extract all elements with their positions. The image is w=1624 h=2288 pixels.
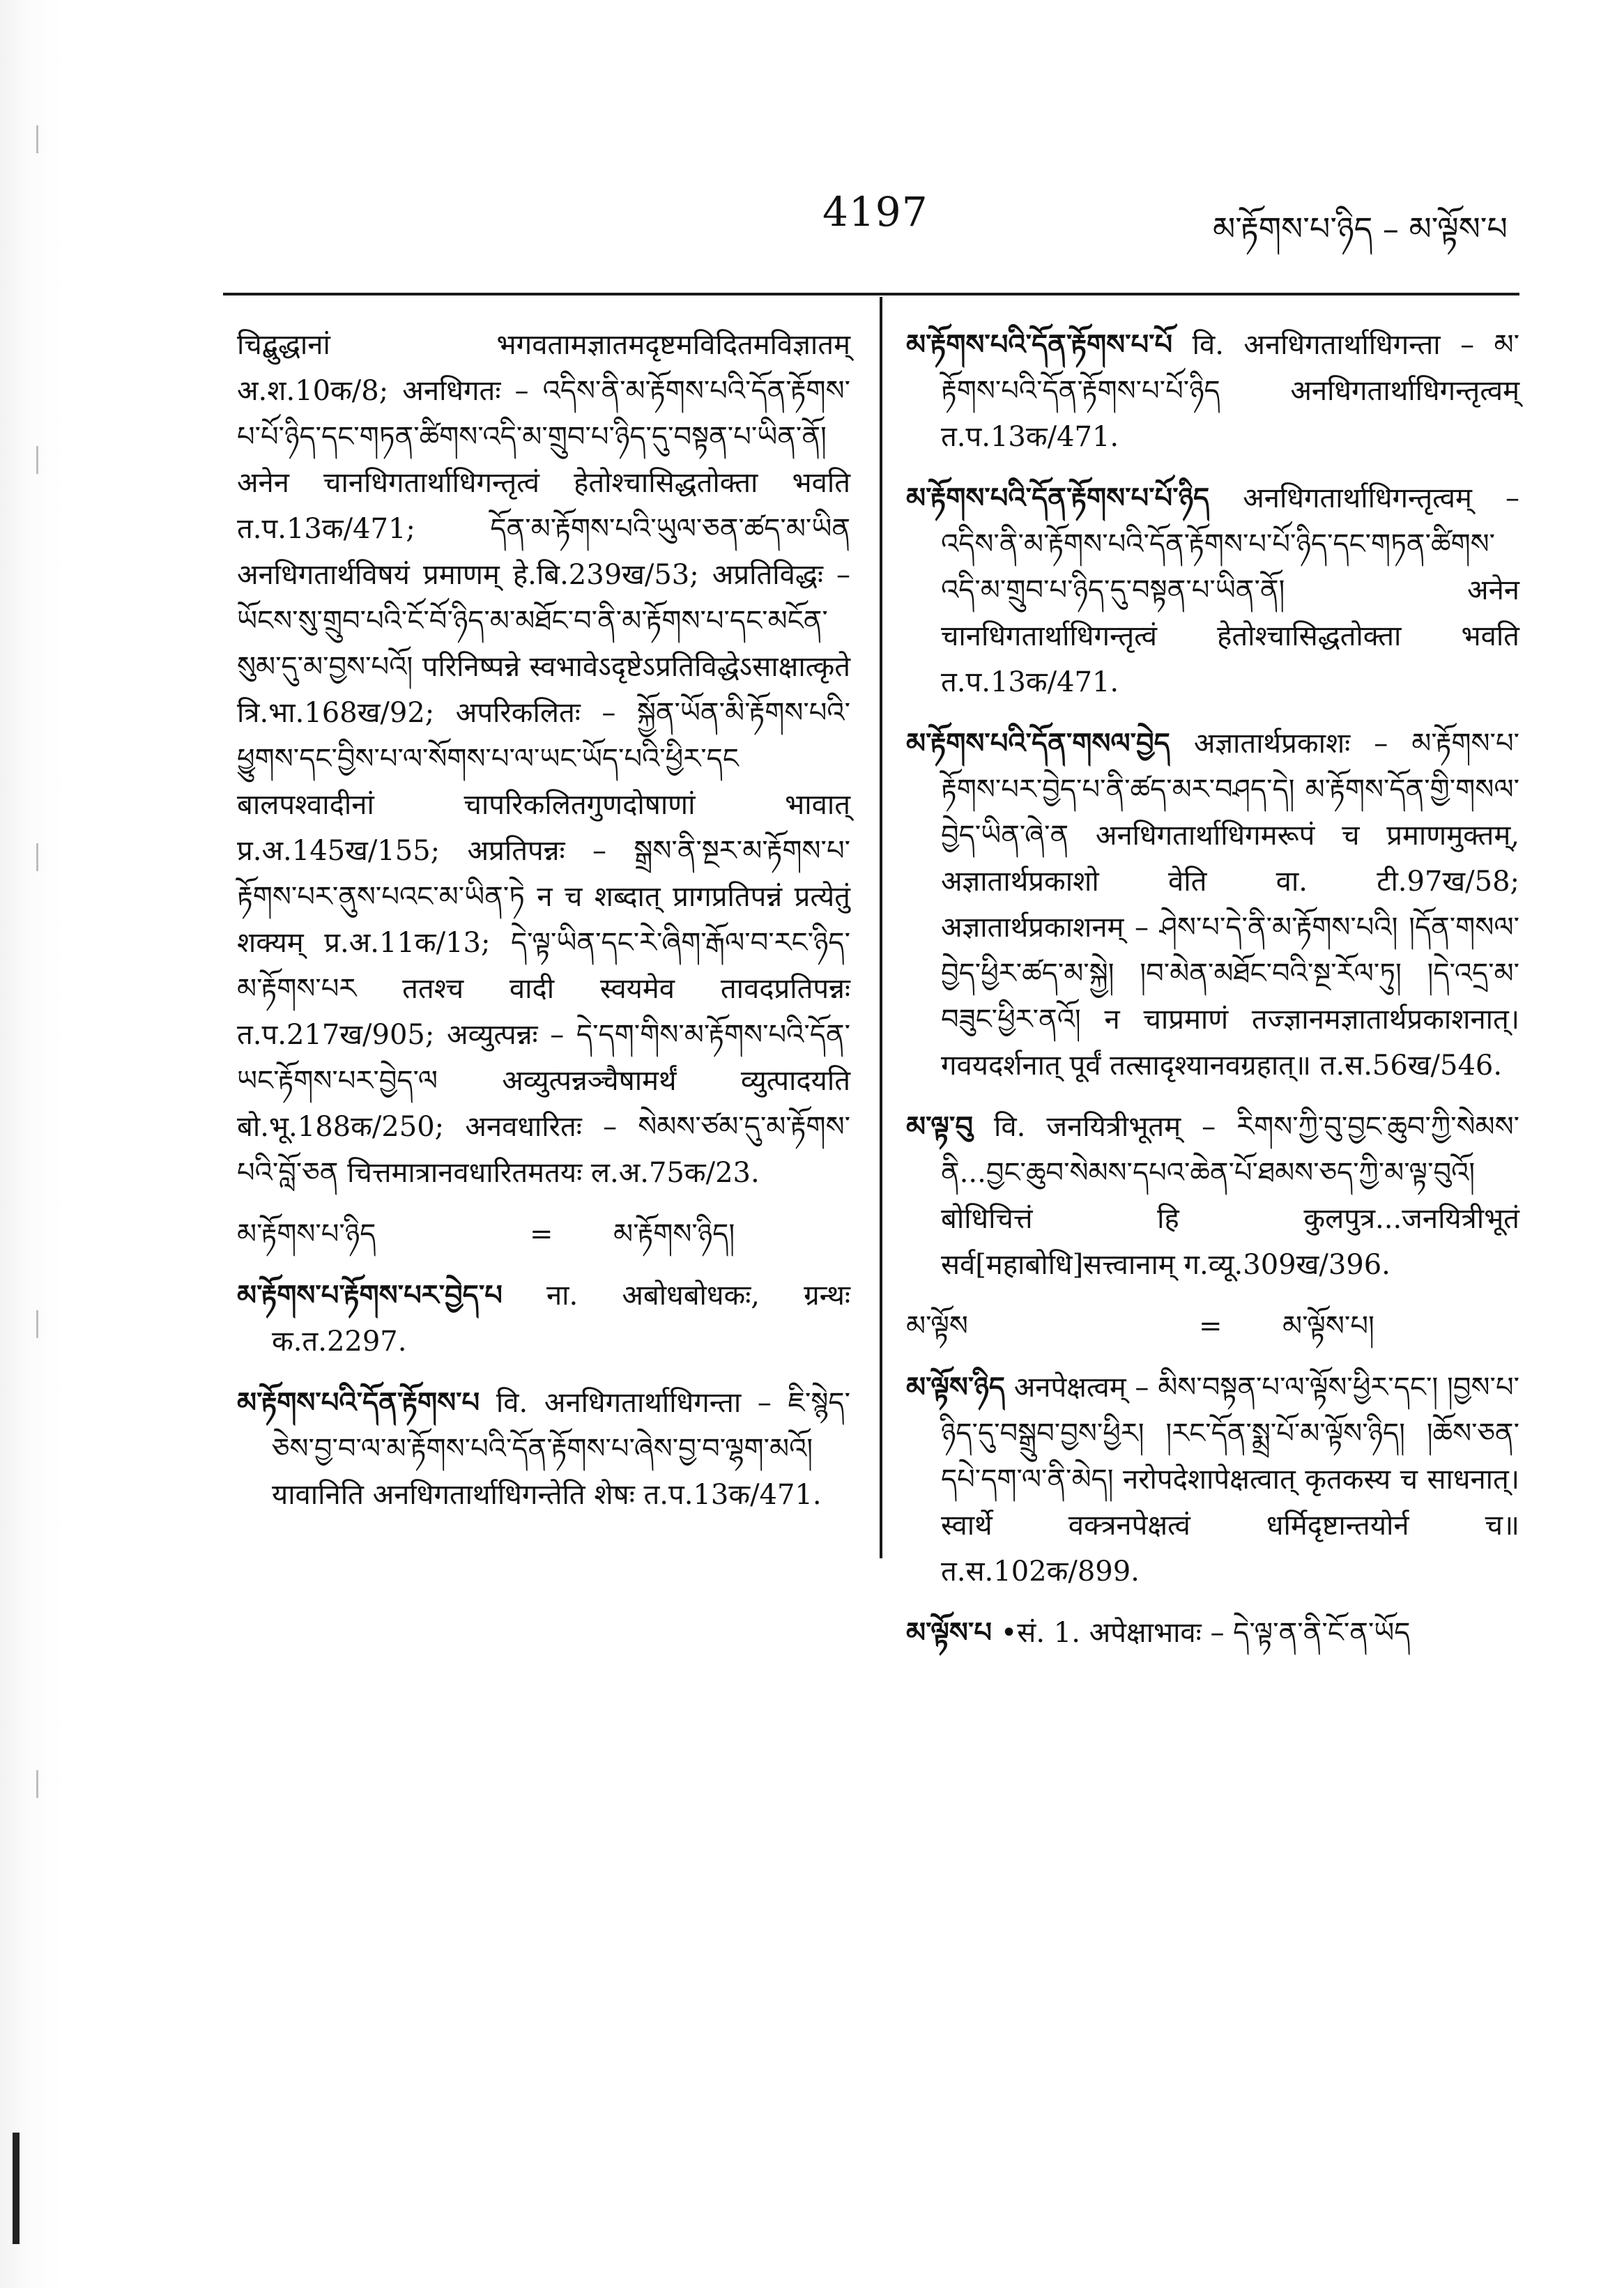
cross-reference [906,1303,1519,1349]
entry-headword: མ་ལྟོས་པ [906,1616,992,1649]
scan-speck [36,1310,38,1338]
xref-equals: = [530,1218,553,1250]
scan-margin [0,0,63,2288]
xref-target: མ་ལྟོས་པ། [1282,1310,1374,1342]
entry-continuation: चिद्बुद्धानां भगवतामज्ञातमदृष्टमविदितमविज्ञातम् अ.श.10क/8; अनधिगतः – འདིས་ནི་མ་རྟོགས་པའི་དོན་རྟོགས་པ་པོ་ཉིད་དང་གཏན་ཚིགས་འདི་མ་གྲུབ་པ་ཉིད་དུ་བསྟན་པ་ཡིན་ནོ། अनेन चानधिगतार्थाधिगन्तृत्वं हेतोश्चासिद्धतोक्ता भवति त.प.13क/471; དོན་མ་རྟོགས་པའི་ཡུལ་ཅན་ཚད་མ་ཡིན अनधिगतार्थविषयं प्रमाणम् हे.बि.239ख/53; अप्रतिविद्धः – ཡོངས་སུ་གྲུབ་པའི་ངོ་བོ་ཉིད་མ་མཐོང་བ་ནི་མ་རྟོགས་པ་དང་མངོན་སུམ་དུ་མ་བྱས་པའོ། परिनिष्पन्ने स्वभावेऽदृष्टेऽप्रतिविद्धेऽसाक्षात्कृते त्रि.भा.168ख/92; अपरिकलितः – སྐྱོན་ཡོན་མི་རྟོགས་པའི་ཕྱུགས་དང་བྱིས་པ་ལ་སོགས་པ་ལ་ཡང་ཡོད་པའི་ཕྱིར་དང बालपश्वादीनां चापरिकलितगुणदोषाणां भावात् प्र.अ.145ख/155; अप्रतिपन्नः – སྒྲས་ནི་སྔར་མ་རྟོགས་པ་རྟོགས་པར་ནུས་པའང་མ་ཡིན་ཏེ न च शब्दात् प्रागप्रतिपन्नं प्रत्येतुं शक्यम् प्र.अ.11क/13; དེ་ལྟ་ཡིན་དང་རེ་ཞིག་རྒོལ་བ་རང་ཉིད་མ་རྟོགས་པར ततश्च वादी स्वयमेव तावदप्रतिपन्नः त.प.217ख/905; अव्युत्पन्नः – དེ་དག་གིས་མ་རྟོགས་པའི་དོན་ཡང་རྟོགས་པར་བྱེད་ལ अव्युत्पन्नञ्चैषामर्थं व्युत्पादयति बो.भू.188क/250; अनवधारितः – སེམས་ཙམ་དུ་མ་རྟོགས་པའི་བློ་ཅན चित्तमात्रानवधारितमतयः ल.अ.75क/23. [237,329,850,1189]
header-rule [223,293,1519,295]
entry-body: अज्ञातार्थप्रकाशः – མ་རྟོགས་པ་རྟོགས་པར་བྱེད་པ་ནི་ཚད་མར་བཤད་དེ། མ་རྟོགས་དོན་གྱི་གསལ་བྱེད་ཡིན་ཞེ་ན अनधिगतार्थाधिगमरूपं च प्रमाणमुक्तम्, अज्ञातार्थप्रकाशो वेति वा. टी.97ख/58; अज्ञातार्थप्रकाशनम् – ཤེས་པ་དེ་ནི་མ་རྟོགས་པའི། །དོན་གསལ་བྱེད་ཕྱིར་ཚད་མ་སྐྱེ། །བ་མེན་མཐོང་བའི་སྔ་རོལ་ཏུ། །དེ་འདྲ་མ་བཟུང་ཕྱིར་ནའོ། न चाप्रमाणं तज्ज्ञानमज्ञातार्थप्रकाशनात्। गवयदर्शनात् पूर्वं तत्सादृश्यानवग्रहात्॥ त.स.56ख/546. [941,728,1519,1082]
entry-body: वि. जनयित्रीभूतम् – རིགས་ཀྱི་བུ་བྱང་ཆུབ་ཀྱི་སེམས་ནི...བྱང་ཆུབ་སེམས་དཔའ་ཆེན་པོ་ཐམས་ཅད་ཀྱི་མ་ལྟ་བུའོ། बोधिचित्तं हि कुलपुत्र...जनयित्रीभूतं सर्व[महाबोधि]सत्त्वानाम् ग.व्यू.309ख/396. [941,1111,1519,1281]
entry-body: वि. अनधिगतार्थाधिगन्ता – ཇི་སྙེད་ཅེས་བྱ་བ་ལ་མ་རྟོགས་པའི་དོན་རྟོགས་པ་ཞེས་བྱ་བ་ལྷག་མའོ། यावानिति अनधिगतार्थाधिगन्तेति शेषः त.प.13क/471. [272,1387,850,1511]
dictionary-entry [237,1273,850,1365]
running-head: མ་རྟོགས་པ་ཉིད – མ་ལྟོས་པ [1213,210,1508,247]
dictionary-entry [906,1365,1519,1595]
entry-headword: མ་རྟོགས་པའི་དོན་རྟོགས་པ [237,1386,480,1419]
binding-mark [13,2133,20,2244]
xref-target: མ་རྟོགས་ཉིད། [613,1218,735,1250]
dictionary-entry [906,1610,1519,1656]
entry-body: अनधिगतार्थाधिगन्तृत्वम् – འདིས་ནི་མ་རྟོགས་པའི་དོན་རྟོགས་པ་པོ་ཉིད་དང་གཏན་ཚིགས་འདི་མ་གྲུབ་པ་ཉིད་དུ་བསྟན་པ་ཡིན་ནོ། अनेन चानधिगतार्थाधिगन्तृत्वं हेतोश्चासिद्धतोक्ता भवति त.प.13क/471. [941,482,1519,698]
page-number: 4197 [822,188,928,236]
column-divider [880,297,882,1558]
xref-headword: མ་རྟོགས་པ་ཉིད [237,1218,376,1250]
scan-speck [36,446,38,474]
dictionary-entry [906,475,1519,705]
entry-headword: མ་ལྟོས་ཉིད [906,1371,1005,1404]
entry-headword: མ་རྟོགས་པའི་དོན་གསལ་བྱེད [906,727,1170,760]
xref-equals: = [1199,1310,1223,1342]
scan-speck [36,843,38,871]
scan-speck [36,1770,38,1798]
entry-body: अनपेक्षत्वम् – མིས་བསྟན་པ་ལ་ལྟོས་ཕྱིར་དང་། །བྱས་པ་ཉིད་དུ་བསྒྲུབ་བྱས་ཕྱིར། །རང་དོན་སྨྲ་པོ་མ་ལྟོས་ཉིད། །ཆོས་ཅན་དཔེ་དག་ལ་ནི་མེད། नरोपदेशापेक्षत्वात् कृतकस्य च साधनात्। स्वार्थे वक्त्रनपेक्षत्वं धर्मिदृष्टान्तयोर्न च॥ त.स.102क/899. [941,1372,1519,1588]
dictionary-entry [906,1104,1519,1288]
entry-body: •सं. 1. अपेक्षाभावः – དེ་ལྟ་ན་ནི་ངོ་ན་ཡོད [1000,1617,1411,1649]
cross-reference [237,1211,850,1257]
entry-headword: མ་རྟོགས་པ་རྟོགས་པར་བྱེད་པ [237,1279,503,1312]
dictionary-entry [237,1380,850,1518]
entry-headword: མ་རྟོགས་པའི་དོན་རྟོགས་པ་པོ [906,328,1173,361]
right-column [906,322,1519,1671]
dictionary-entry [906,721,1519,1089]
scan-speck [36,125,38,153]
entry-body: वि. अनधिगतार्थाधिगन्ता – མ་རྟོགས་པའི་དོན་རྟོགས་པ་པོ་ཉིད अनधिगतार्थाधिगन्तृत्वम् त.प.13क/471. [941,329,1519,453]
left-column [237,322,850,1533]
entry-headword: མ་རྟོགས་པའི་དོན་རྟོགས་པ་པོ་ཉིད [906,482,1210,514]
xref-headword: མ་ལྟོས [906,1310,968,1342]
entry-body: ना. अबोधबोधकः, ग्रन्थः क.त.2297. [272,1280,850,1358]
entry-headword: མ་ལྟ་བུ [906,1110,973,1143]
dictionary-entry [906,322,1519,460]
